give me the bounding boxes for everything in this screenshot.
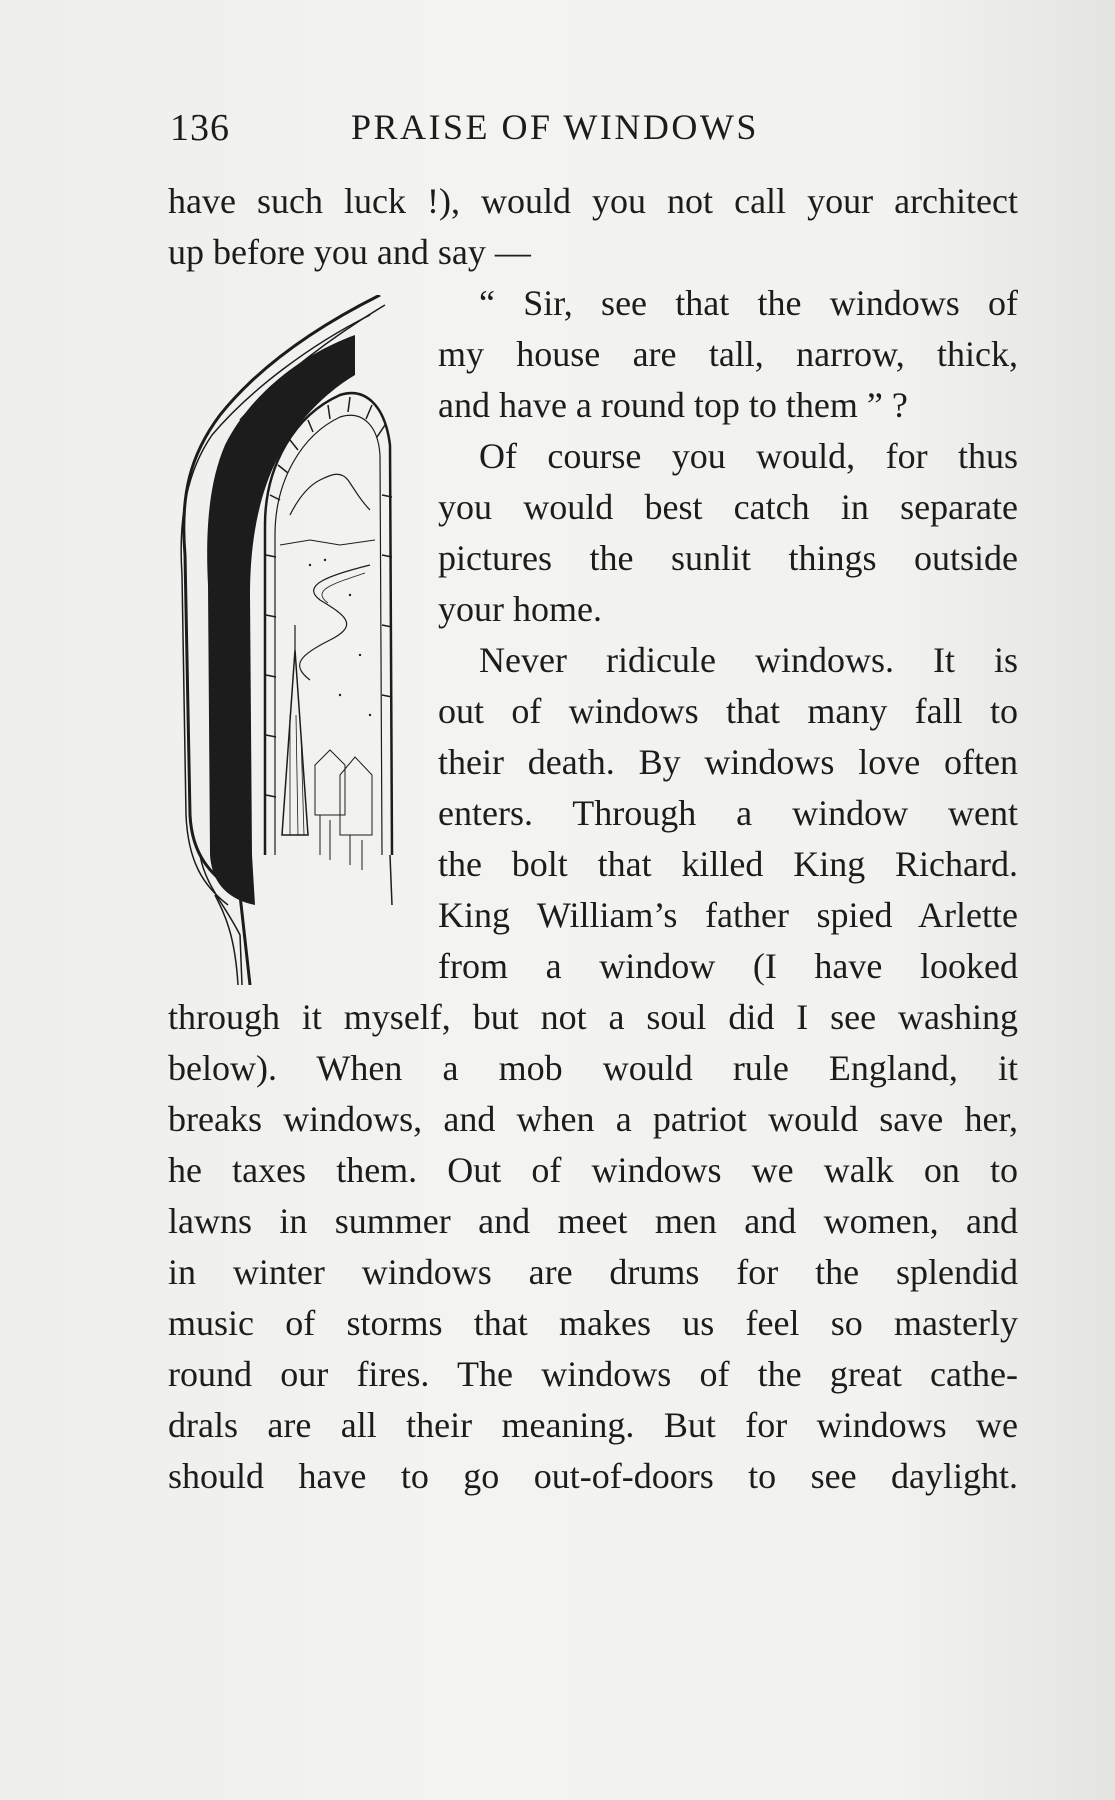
- body-line: should have to go out-of-doors to see daylight.: [168, 1456, 1018, 1496]
- body-line: your home.: [438, 589, 602, 629]
- body-line: round our fires. The windows of the great cathe-: [168, 1354, 1018, 1394]
- body-line: up before you and say —: [168, 232, 531, 272]
- body-line: their death. By windows love often: [438, 742, 1018, 782]
- body-line: the bolt that killed King Richard.: [438, 844, 1018, 884]
- body-line: breaks windows, and when a patriot would save her,: [168, 1099, 1018, 1139]
- body-line: out of windows that many fall to: [438, 691, 1018, 731]
- page-number: 136: [170, 107, 230, 149]
- body-line: he taxes them. Out of windows we walk on to: [168, 1150, 1018, 1190]
- body-line: pictures the sunlit things outside: [438, 538, 1018, 578]
- body-line: lawns in summer and meet men and women, and: [168, 1201, 1018, 1241]
- page-header: [168, 100, 1018, 150]
- body-line: enters. Through a window went: [438, 793, 1018, 833]
- body-line: below). When a mob would rule England, it: [168, 1048, 1018, 1088]
- body-line: Never ridicule windows. It is: [479, 640, 1018, 680]
- body-line: Of course you would, for thus: [479, 436, 1018, 476]
- body-line: “ Sir, see that the windows of: [479, 283, 1018, 323]
- body-line: through it myself, but not a soul did I see washing: [168, 997, 1018, 1037]
- body-line: you would best catch in separate: [438, 487, 1018, 527]
- arched-window-illustration: [180, 295, 420, 985]
- body-line: have such luck !), would you not call your architect: [168, 181, 1018, 221]
- body-line: from a window (I have looked: [438, 946, 1018, 986]
- body-line: music of storms that makes us feel so masterly: [168, 1303, 1018, 1343]
- body-line: drals are all their meaning. But for windows we: [168, 1405, 1018, 1445]
- running-title: PRAISE OF WINDOWS: [351, 107, 759, 147]
- body-line: in winter windows are drums for the splendid: [168, 1252, 1018, 1292]
- body-line: King William’s father spied Arlette: [438, 895, 1018, 935]
- body-line: my house are tall, narrow, thick,: [438, 334, 1018, 374]
- body-line: and have a round top to them ” ?: [438, 385, 908, 425]
